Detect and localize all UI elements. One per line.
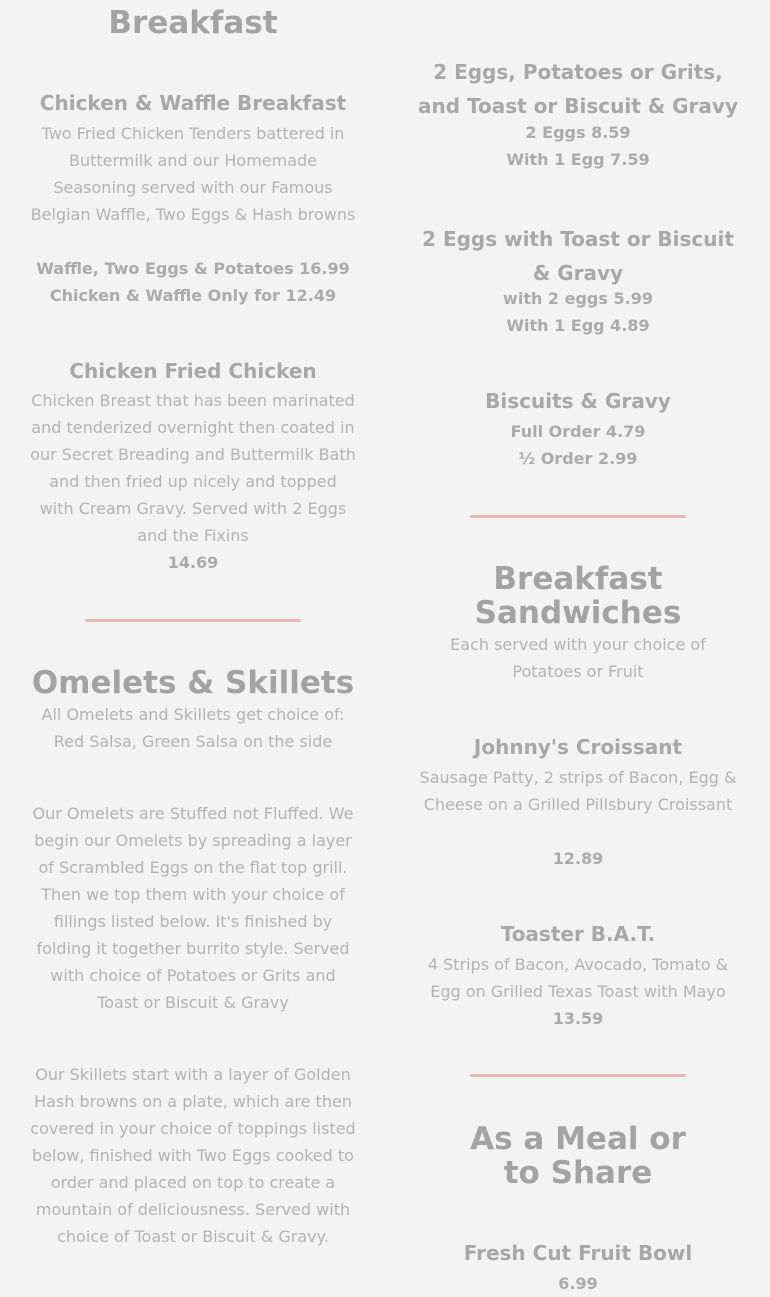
item-desc-johnnys-croissant: Sausage Patty, 2 strips of Bacon, Egg & Cheese on a Grilled Pillsbury Croissant (419, 768, 737, 814)
skillet-description: Our Skillets start with a layer of Golden Hash browns on a plate, which are then covered in your choice of toppings listed below, finished with Two Eggs cooked to order and placed on top to create a mountain of deliciousness. Served with choice of Toast or Biscuit & Gravy. (30, 1065, 356, 1246)
item-name-biscuits-gravy: Biscuits & Gravy (485, 389, 671, 413)
item-price-chicken-waffle-full: Waffle, Two Eggs & Potatoes 16.99 (36, 259, 350, 278)
item-name-chicken-fried-chicken: Chicken Fried Chicken (69, 359, 317, 383)
section-title-omelets-skillets: Omelets & Skillets (31, 665, 355, 701)
item-price-johnnys-croissant: 12.89 (552, 849, 604, 868)
item-price-chicken-fried-chicken: 14.69 (167, 553, 219, 572)
item-name-toaster-bat: Toaster B.A.T. (500, 922, 656, 946)
item-price-eggs-potatoes-2: 2 Eggs 8.59 (525, 123, 631, 142)
item-price-toaster-bat: 13.59 (552, 1009, 604, 1028)
section-divider (85, 619, 301, 622)
section-title-breakfast-sandwiches: Breakfast Sandwiches (474, 561, 682, 631)
item-name-eggs-toast: 2 Eggs with Toast or Biscuit & Gravy (422, 227, 734, 285)
item-price-fruit-bowl: 6.99 (558, 1274, 598, 1293)
item-price-biscuits-half: ½ Order 2.99 (518, 449, 638, 468)
section-title-meal-share: As a Meal or to Share (470, 1121, 686, 1191)
item-price-eggs-potatoes-1: With 1 Egg 7.59 (506, 150, 650, 169)
item-desc-chicken-fried-chicken: Chicken Breast that has been marinated and tenderized overnight then coated in our Secret Breading and Buttermilk Bath and then fried up nicely and topped with Cream Gravy. Served with 2 Eggs and the Fixins (30, 391, 356, 545)
section-title-breakfast: Breakfast (108, 5, 278, 41)
item-price-eggs-toast-1: With 1 Egg 4.89 (506, 316, 650, 335)
item-price-chicken-waffle-only: Chicken & Waffle Only for 12.49 (49, 286, 337, 305)
section-subtitle-omelets: All Omelets and Skillets get choice of: Red Salsa, Green Salsa on the side (41, 705, 345, 751)
section-subtitle-sandwiches: Each served with your choice of Potatoes or Fruit (450, 635, 706, 681)
section-divider (470, 1074, 686, 1077)
item-desc-chicken-waffle: Two Fried Chicken Tenders battered in Buttermilk and our Homemade Seasoning served with our Famous Belgian Waffle, Two Eggs & Hash browns (30, 124, 356, 224)
item-name-johnnys-croissant: Johnny's Croissant (473, 735, 683, 759)
item-name-chicken-waffle: Chicken & Waffle Breakfast (39, 91, 347, 115)
item-price-biscuits-full: Full Order 4.79 (510, 422, 646, 441)
item-name-eggs-potatoes: 2 Eggs, Potatoes or Grits, and Toast or Biscuit & Gravy (418, 60, 738, 118)
omelet-description: Our Omelets are Stuffed not Fluffed. We begin our Omelets by spreading a layer of Scrambled Eggs on the flat top grill. Then we top them with your choice of fillings listed below. It's finished by folding it together burrito style. Served with choice of Potatoes or Grits and Toast or Biscuit & Gravy (32, 804, 354, 1012)
item-price-eggs-toast-2: with 2 eggs 5.99 (503, 289, 653, 308)
item-desc-toaster-bat: 4 Strips of Bacon, Avocado, Tomato & Egg on Grilled Texas Toast with Mayo (427, 955, 729, 1001)
item-name-fruit-bowl: Fresh Cut Fruit Bowl (463, 1241, 693, 1265)
section-divider (470, 515, 686, 518)
